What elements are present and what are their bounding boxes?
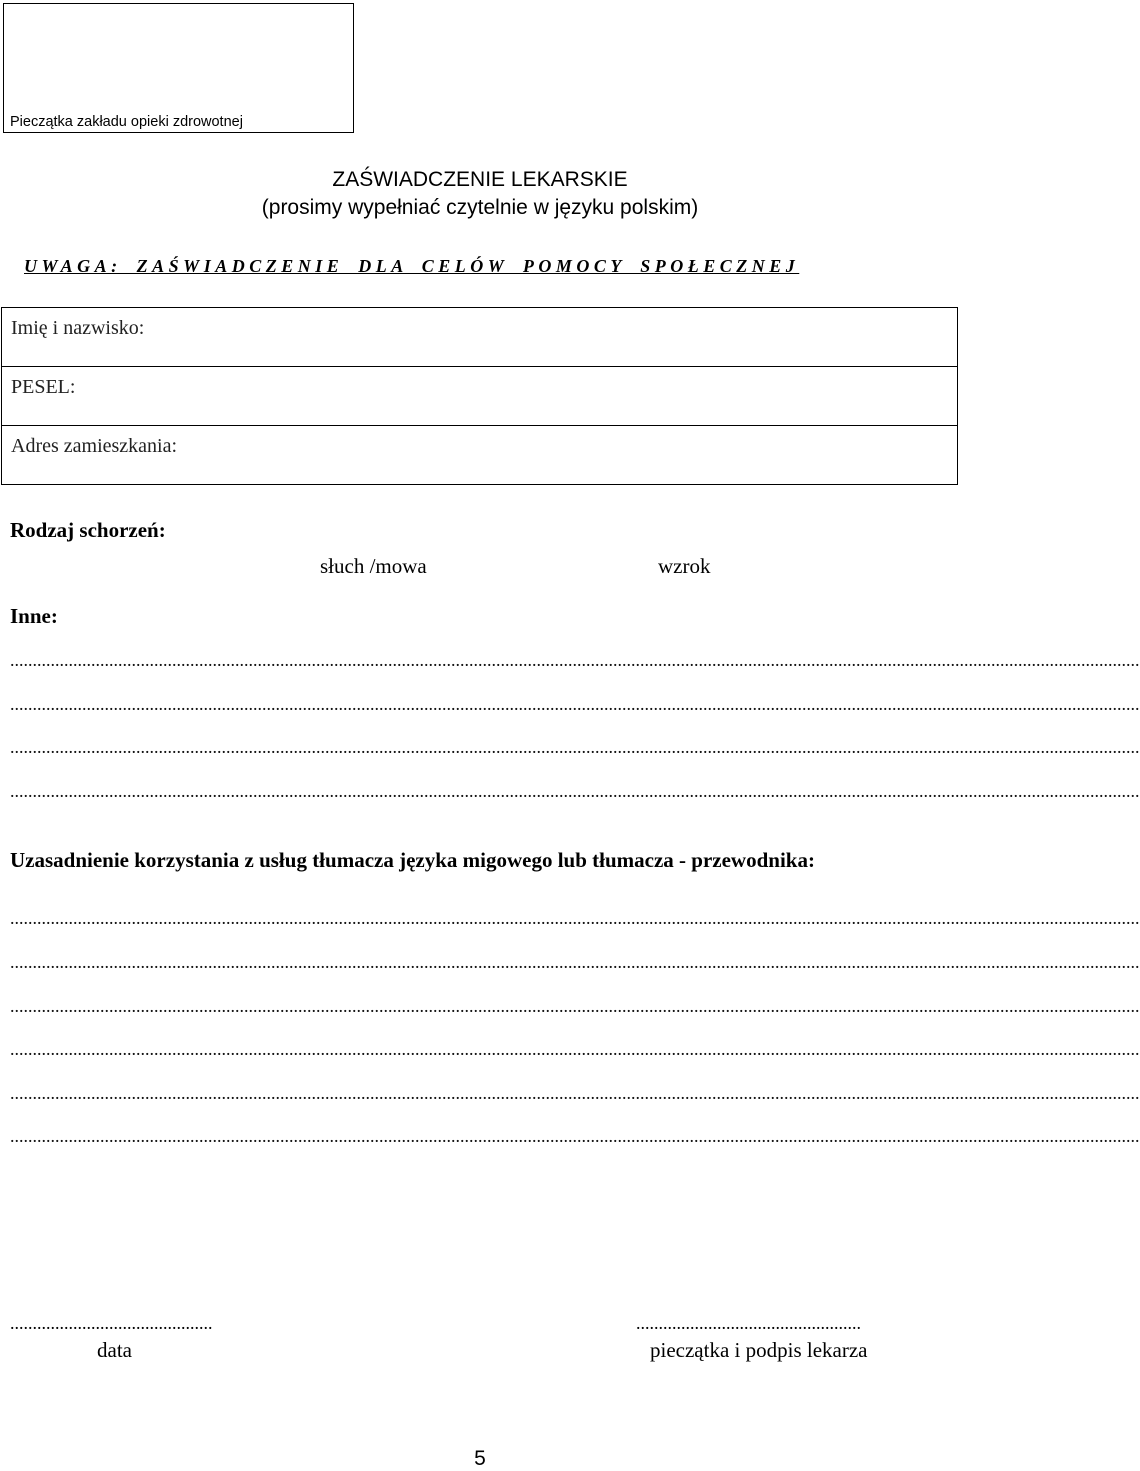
date-line[interactable]: .............................................	[10, 1313, 213, 1333]
conditions-label: Rodzaj schorzeń:	[10, 518, 166, 542]
justification-line-2[interactable]: ...........................................................................................................................................................................................................................................................	[10, 952, 1140, 972]
address-field[interactable]	[2, 426, 957, 485]
option-hearing-speech[interactable]: słuch /mowa	[320, 554, 427, 578]
notice-heading: UWAGA: ZAŚWIADCZENIE DLA CELÓW POMOCY SPOŁECZNEJ	[24, 256, 800, 276]
personal-data-table	[1, 307, 958, 485]
other-line-3[interactable]: ...........................................................................................................................................................................................................................................................	[10, 737, 1140, 757]
justification-line-1[interactable]: ...........................................................................................................................................................................................................................................................	[10, 908, 1140, 928]
stamp-label: Pieczątka zakładu opieki zdrowotnej	[10, 114, 243, 130]
other-label: Inne:	[10, 604, 58, 628]
document-subtitle: (prosimy wypełniać czytelnie w języku polskim)	[261, 196, 699, 219]
stamp-box	[3, 3, 354, 133]
other-line-4[interactable]: ...........................................................................................................................................................................................................................................................	[10, 781, 1140, 801]
name-label: Imię i nazwisko:	[11, 317, 145, 339]
document-title: ZAŚWIADCZENIE LEKARSKIE	[332, 168, 628, 191]
justification-line-5[interactable]: ...........................................................................................................................................................................................................................................................	[10, 1083, 1140, 1103]
doctor-signature-label: pieczątka i podpis lekarza	[650, 1338, 868, 1362]
justification-line-6[interactable]: ...........................................................................................................................................................................................................................................................	[10, 1126, 1140, 1146]
doctor-signature-line[interactable]: ..................................................	[636, 1313, 861, 1333]
page-number: 5	[474, 1447, 486, 1470]
justification-line-3[interactable]: ...........................................................................................................................................................................................................................................................	[10, 996, 1140, 1016]
pesel-field[interactable]	[2, 367, 957, 426]
date-label: data	[97, 1338, 132, 1362]
address-label: Adres zamieszkania:	[11, 435, 178, 457]
other-line-1[interactable]: ...........................................................................................................................................................................................................................................................	[10, 650, 1140, 670]
justification-label: Uzasadnienie korzystania z usług tłumacza języka migowego lub tłumacza - przewodnika:	[10, 848, 815, 872]
option-sight[interactable]: wzrok	[658, 554, 711, 578]
pesel-label: PESEL:	[11, 376, 76, 398]
other-line-2[interactable]: ...........................................................................................................................................................................................................................................................	[10, 694, 1140, 714]
justification-line-4[interactable]: ...........................................................................................................................................................................................................................................................	[10, 1039, 1140, 1059]
name-field[interactable]	[2, 308, 957, 367]
